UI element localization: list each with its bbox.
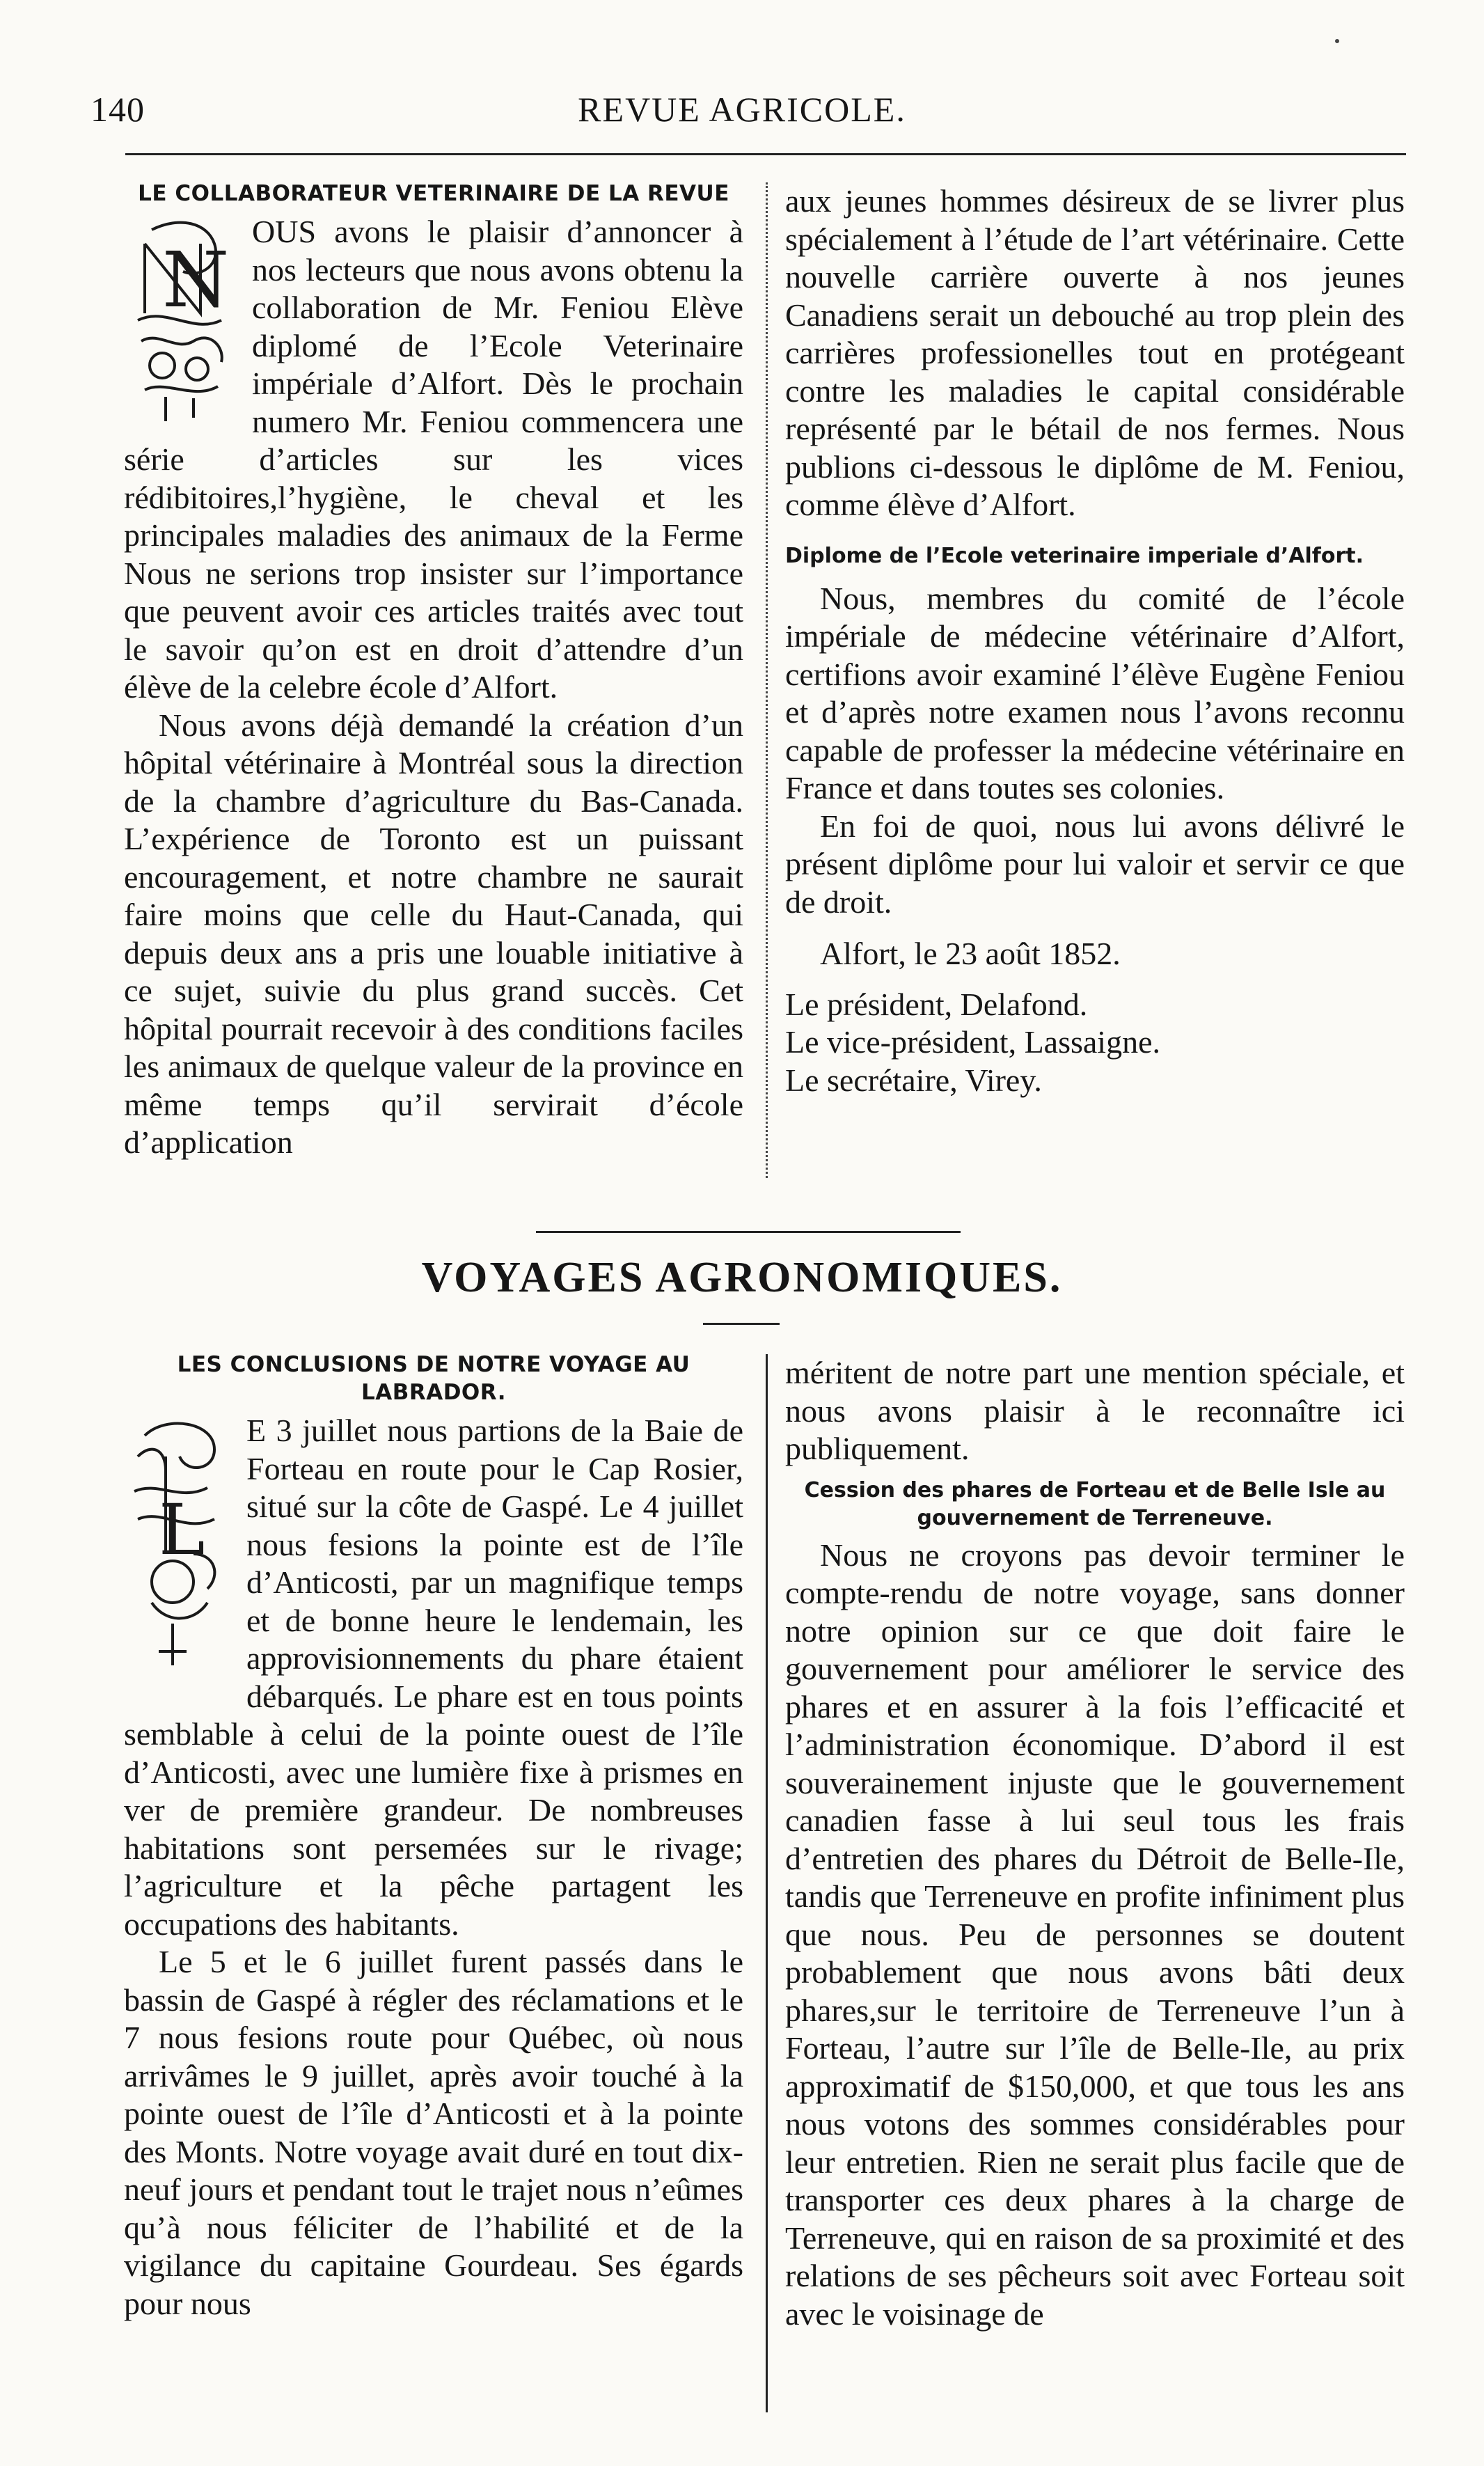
article2-title: LES CONCLUSIONS DE NOTRE VOYAGE AU LABRADOR. (177, 1352, 690, 1405)
diploma-paragraph-2: En foi de quoi, nous lui avons délivré le présent diplôme pour lui valoir et servir ce que de droit. (785, 808, 1405, 920)
dropcap-n-svg (124, 216, 241, 425)
section-rule (536, 1231, 961, 1233)
article1-body (124, 213, 743, 1162)
signature-secretary: Le secrétaire, Virey. (785, 1062, 1042, 1098)
article1-paragraph-2: Nous avons déjà demandé la création d’un hôpital vétérinaire à Montréal sous la direction de la chambre d’agriculture du Bas-Canada. L’expérience de Toronto est un puissant encouragement, et notre chambre ne saurait faire moins que celle du Haut-Canada, qui depuis deux ans a pris une louable initiative à ce sujet, suivie du plus grand succès. Cet hôpital pourrait recevoir à des conditions faciles les animaux de quelque valeur de la province en même temps qu’il servirait d’école d’application (124, 707, 743, 1160)
article2-paragraph-2: Le 5 et le 6 juillet furent passés dans le bassin de Gaspé à régler des réclamations et le 7 nous fesions route pour Québec, où nous arrivâmes le 9 juillet, après avoir touché à la pointe ouest de l’île d’Anticosti et à la pointe des Monts. Notre voyage avait duré en tout dix-neuf jours et pendant tout le trajet nous n’eûmes qu’à nous féliciter de l’habilité et de la vigilance du capitaine Gourdeau. Ses égards pour nous (124, 1944, 743, 2321)
svg-text:N: N (162, 235, 230, 324)
article2-right-column (785, 1354, 1405, 2333)
running-title: REVUE AGRICOLE. (578, 90, 906, 129)
page-number: 140 (90, 90, 145, 129)
article1-title: LE COLLABORATEUR VETERINAIRE DE LA REVUE (138, 181, 729, 206)
diploma-heading: Diplome de l’Ecole veterinaire imperiale d’Alfort. (785, 543, 1364, 568)
article2-paragraph-1: E 3 juillet nous partions de la Baie de Forteau en route pour le Cap Rosier, situé sur la côte de Gaspé. Le 4 juillet nous fesions la pointe est de l’île d’Anticosti, par un magnifique temps et de bonne heure le lendemain, les approvisionnements du phare étaient débarqués. Le phare est en tous points semblable à celui de la pointe ouest de l’île d’Anticosti, avec une lumière fixe à prismes en ver de première grandeur. De nombreuses habitations sont persemées sur le rivage; l’agriculture et la pêche partagent les occupations des habitants. (124, 1413, 743, 1942)
print-speck (1335, 39, 1339, 43)
diploma-paragraph-1: Nous, membres du comité de l’école impériale de médecine vétérinaire d’Alfort, certifions avoir examiné l’élève Eugène Feniou et d’après notre examen nous l’avons reconnu capable de professer la médecine vétérinaire en France et dans toutes ses colonies. (785, 580, 1405, 806)
article2-body (124, 1412, 743, 2323)
article2-left-column (124, 1351, 743, 2323)
column-divider-bottom (766, 1354, 768, 2412)
article2-paragraph-3: méritent de notre part une mention spéciale, et nous avons plaisir à le reconnaître ici publiquement. (785, 1355, 1405, 1466)
column-divider-top (766, 182, 768, 1178)
ornamental-dropcap-n-icon (124, 216, 241, 425)
header-rule (125, 153, 1406, 155)
ornamental-dropcap-l-icon (124, 1415, 235, 1679)
diploma-date: Alfort, le 23 août 1852. (820, 936, 1121, 971)
signature-president: Le président, Delafond. (785, 986, 1088, 1022)
article1-paragraph-1: OUS avons le plaisir d’annoncer à nos lecteurs que nous avons obtenu la collaboration de Mr. Feniou Elève diplomé de l’Ecole Veterinaire impériale d’Alfort. Dès le prochain numero Mr. Feniou commencera une série d’articles sur les vices rédibitoires,l’hygiène, le cheval et les principales maladies des animaux de la Ferme Nous ne serions trop insister sur l’importance que peuvent avoir ces articles traités avec tout le savoir qu’on est en droit d’attendre d’un élève de la celebre école d’Alfort. (124, 214, 743, 705)
article2-paragraph-4: Nous ne croyons pas devoir terminer le compte-rendu de notre voyage, sans donner notre opinion sur ce que doit faire le gouvernement pour améliorer le service des phares et en assurer à la fois l’efficacité et l’administration économique. D’abord il est souverainement injuste que le gouvernement canadien fasse à lui seul tous les frais d’entretien des phares du Détroit de Belle-Ile, tandis que Terreneuve en profite infiniment plus que nous. Peu de personnes se doutent probablement que nous avons bâti deux phares,sur le territoire de Terreneuve l’un à Forteau, l’autre sur l’île de Belle-Ile, au prix approximatif de $150,000, et que tous les ans nous votons des sommes considérables pour leur entretien. Rien ne serait plus facile que de transporter ces deux phares à la charge de Terreneuve, qui en raison de sa proximité et des relations de ses pêcheurs soit avec Forteau soit avec le voisinage de (785, 1537, 1405, 2332)
cession-heading: Cession des phares de Forteau et de Belle Isle au gouvernement de Terreneuve. (804, 1477, 1386, 1530)
svg-text:L: L (159, 1489, 205, 1571)
dropcap-l-svg (124, 1415, 235, 1679)
section-short-rule (703, 1323, 780, 1325)
article1-right-column (785, 182, 1405, 1099)
article1-left-column (124, 180, 743, 1162)
signature-vice-president: Le vice-président, Lassaigne. (785, 1024, 1160, 1060)
section-title: VOYAGES AGRONOMIQUES. (421, 1254, 1063, 1301)
article1-paragraph-3: aux jeunes hommes désireux de se livrer plus spécialement à l’étude de l’art vétérinaire. Cette nouvelle carrière ouverte à nos jeunes Canadiens serait un debouché au trop plein des carrières professionelles tout en protégeant contre les maladies le capital considérable représenté par le bétail de nos fermes. Nous publions ci-dessous le diplôme de M. Feniou, comme élève d’Alfort. (785, 183, 1405, 522)
